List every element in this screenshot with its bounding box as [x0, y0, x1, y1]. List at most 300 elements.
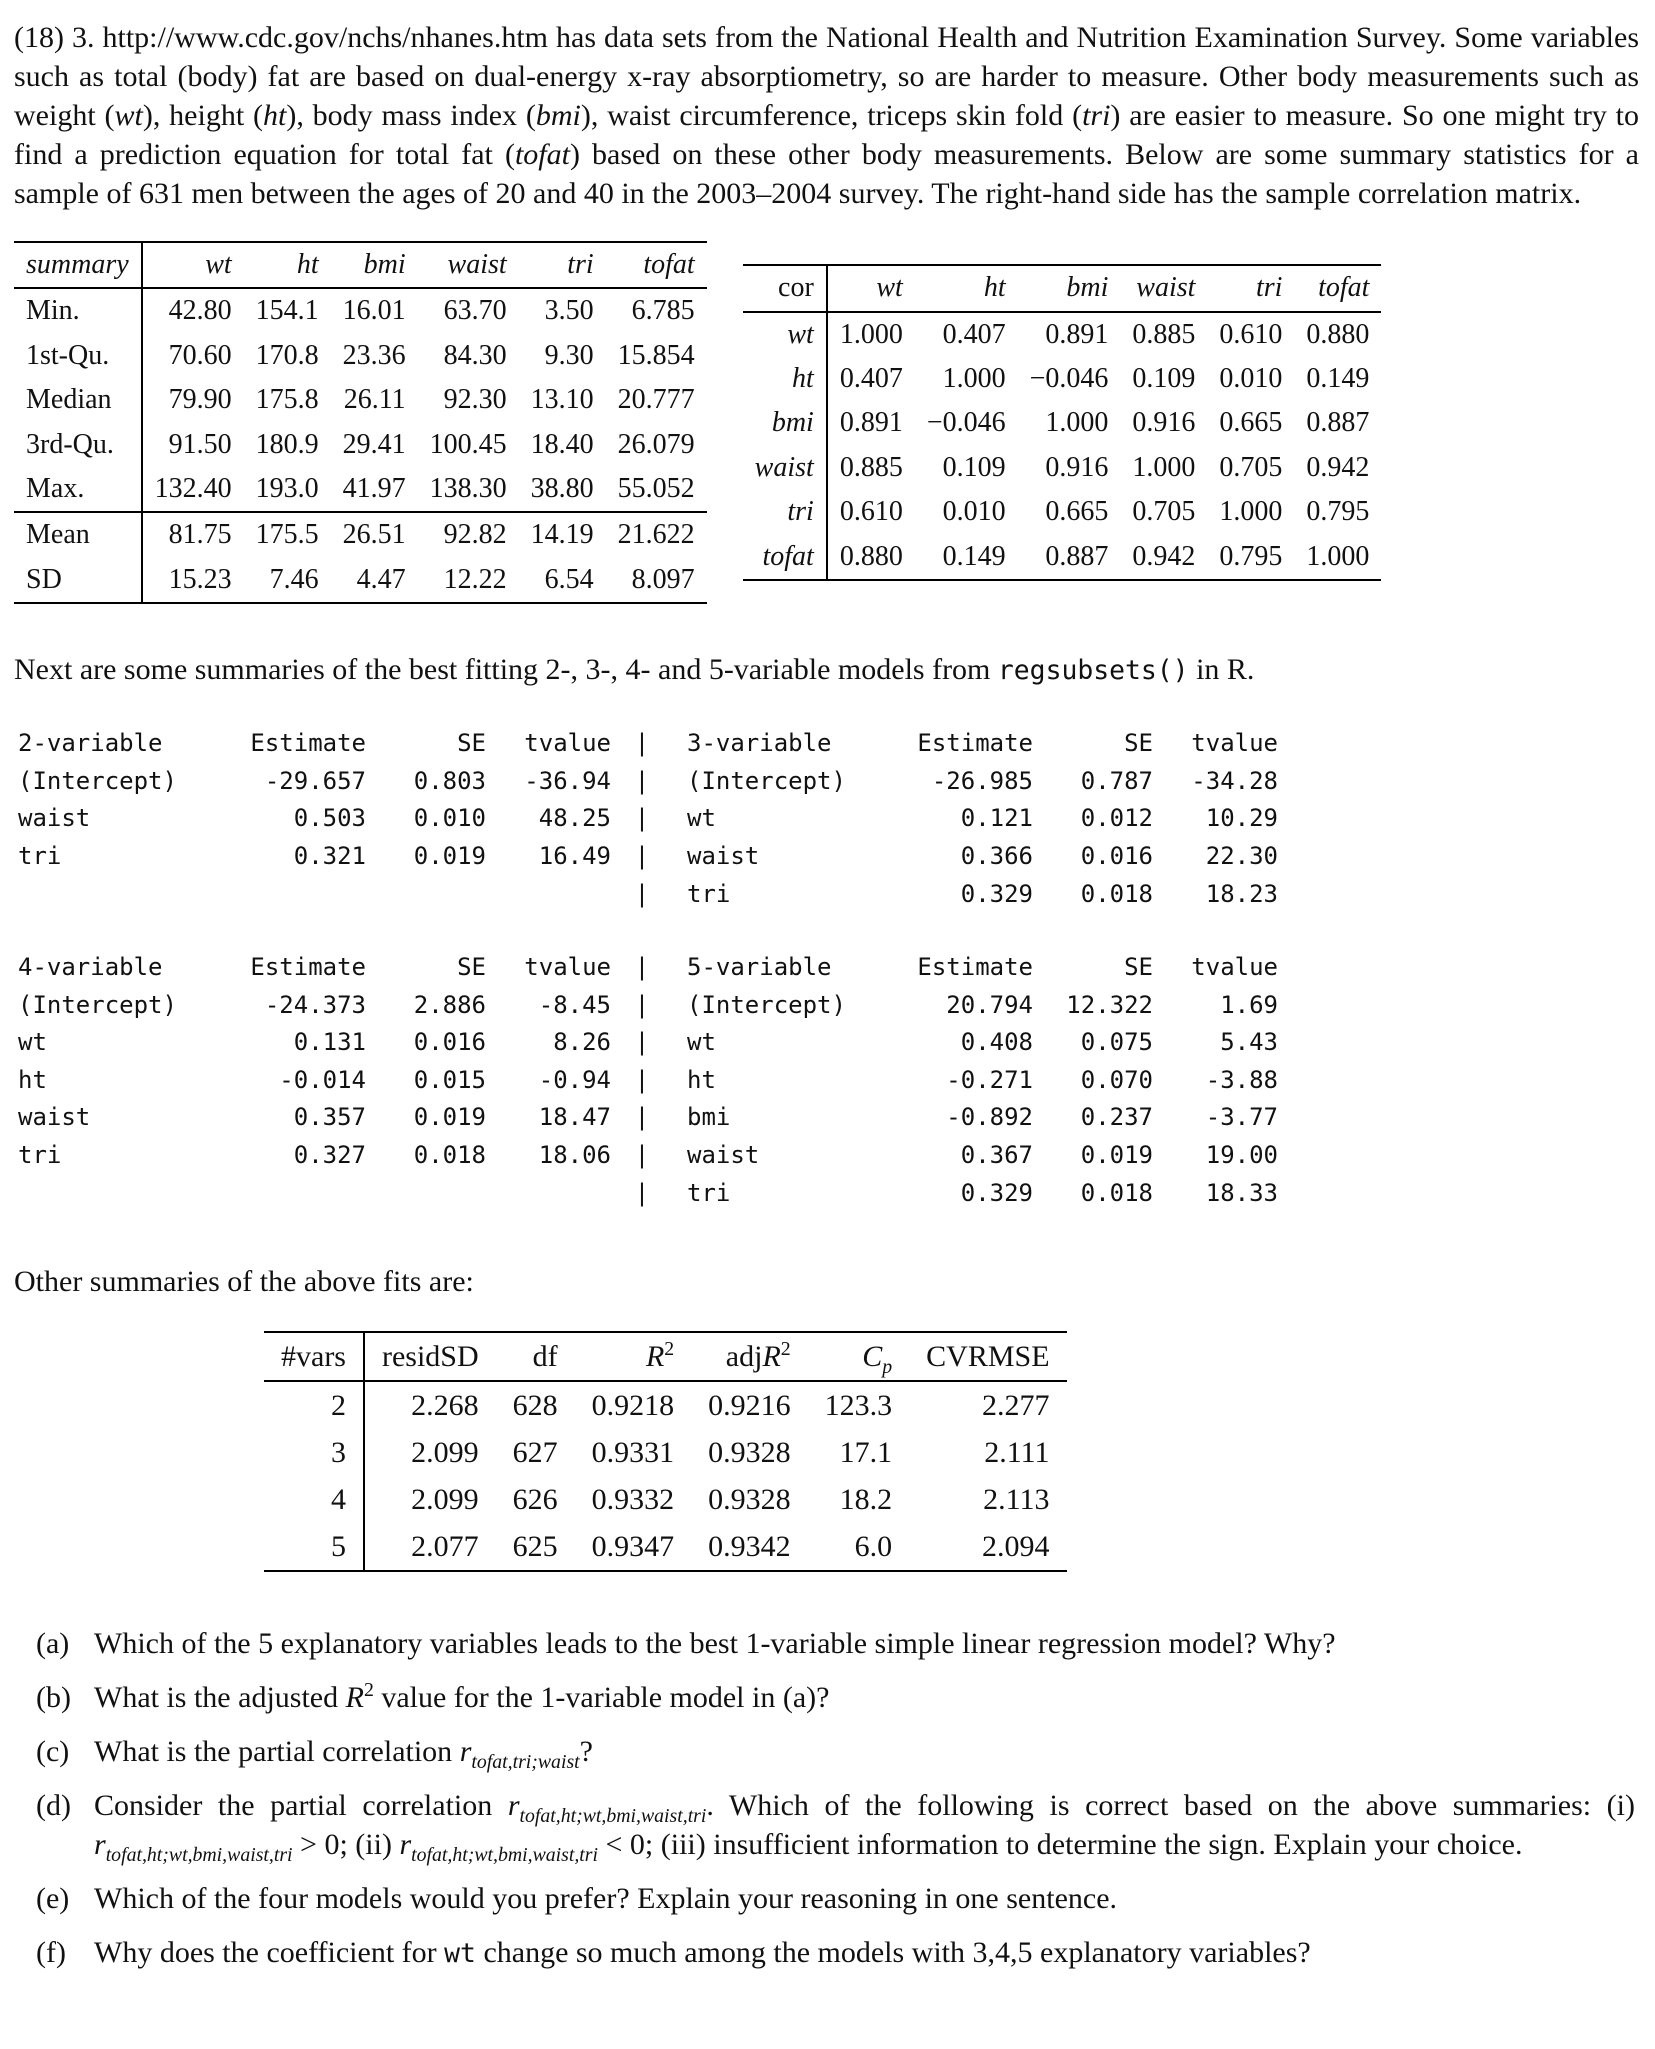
table-cell: 1.000 — [839, 318, 903, 350]
table-cell: -3.88 — [1205, 1065, 1278, 1094]
table-cell: bmi — [743, 401, 827, 445]
table-cell: | — [634, 804, 650, 833]
table-cell: 0.010 — [413, 804, 486, 833]
table-cell: 15.854 — [617, 339, 695, 371]
table-cell: bmi — [687, 1103, 731, 1132]
table-cell: 0.795 — [1306, 496, 1370, 528]
table-cell: 9.30 — [544, 339, 594, 371]
table-cell: 84.30 — [443, 339, 507, 371]
table-cell — [366, 1175, 486, 1213]
table-cell: 22.30 — [1205, 841, 1278, 870]
table-cell: | — [634, 841, 650, 870]
table-cell: −0.046 — [926, 407, 1006, 439]
table-cell: 42.80 — [168, 295, 232, 327]
table-cell: 81.75 — [142, 512, 244, 557]
table-cell — [486, 876, 611, 914]
table-cell: 1.000 — [1132, 451, 1196, 483]
table-cell: 19.00 — [1205, 1141, 1278, 1170]
table-cell: 0.9347 — [591, 1530, 675, 1564]
table-cell: 0.9328 — [708, 1436, 791, 1470]
table-cell: 0.010 — [942, 496, 1006, 528]
table-cell: 2.111 — [984, 1436, 1050, 1470]
column-header: cor — [743, 265, 827, 311]
column-header: Estimate — [250, 953, 366, 982]
nhanes-url: http://www.cdc.gov/nchs/nhanes.htm — [102, 21, 548, 54]
table-cell: 0.610 — [839, 496, 903, 528]
table-cell: 2.094 — [982, 1530, 1050, 1564]
table-cell: 5 — [264, 1523, 364, 1571]
column-header: bmi — [1018, 265, 1121, 311]
question-text: Why does the coefficient for wt change so much among the models with 3,4,5 explanatory variables? — [94, 1936, 1311, 1970]
table-cell: 0.916 — [1045, 451, 1109, 483]
table-cell: 15.23 — [168, 563, 232, 595]
column-header: Estimate — [250, 729, 366, 758]
table-row — [14, 288, 707, 333]
table-cell: 3rd-Qu. — [14, 423, 142, 467]
table-cell: 0.795 — [1219, 540, 1283, 572]
table-cell: 0.705 — [1132, 496, 1196, 528]
table-cell: 14.19 — [519, 512, 606, 557]
table-row — [18, 876, 1278, 914]
column-header: df — [496, 1332, 575, 1381]
table-cell: 5.43 — [1220, 1028, 1278, 1057]
table-cell: 0.9332 — [591, 1483, 675, 1517]
table-cell: 0.109 — [942, 451, 1006, 483]
table-cell: 1st-Qu. — [14, 334, 142, 378]
table-cell: | — [634, 1065, 650, 1094]
table-cell: 0.237 — [1080, 1103, 1153, 1132]
table-cell: 0.9342 — [708, 1530, 791, 1564]
table-cell: 2.099 — [411, 1483, 479, 1517]
table-row — [18, 763, 1278, 801]
table-cell: 4 — [264, 1476, 364, 1523]
table-cell — [486, 1175, 611, 1213]
table-cell: -24.373 — [264, 990, 366, 1019]
table-cell: 0.887 — [1045, 540, 1109, 572]
table-cell: 193.0 — [255, 472, 319, 504]
header-row — [18, 949, 1278, 987]
table-cell: tri — [18, 841, 62, 870]
table-cell: 6.785 — [631, 295, 695, 327]
column-header: bmi — [331, 242, 418, 288]
table-cell: 1.69 — [1220, 990, 1278, 1019]
table-cell: 18.23 — [1205, 879, 1278, 908]
table-cell: 26.11 — [343, 384, 406, 416]
question-item-a — [36, 1624, 1639, 1663]
table-cell: 2.099 — [411, 1436, 479, 1470]
table-cell: 16.49 — [538, 841, 611, 870]
table-cell: wt — [687, 1028, 716, 1057]
table-cell: 18.33 — [1205, 1178, 1278, 1207]
table-cell: (Intercept) — [18, 766, 177, 795]
column-header: ht — [244, 242, 331, 288]
table-cell: 2.268 — [411, 1389, 479, 1423]
table-cell: ht — [687, 1065, 716, 1094]
table-cell: | — [634, 1028, 650, 1057]
table-cell — [18, 1175, 216, 1213]
table-cell: ht — [18, 1065, 47, 1094]
table-cell: tofat — [743, 535, 827, 580]
table-cell: 6.0 — [854, 1530, 893, 1564]
question-item-b — [36, 1678, 1639, 1717]
table-cell: | — [634, 1103, 650, 1132]
table-row — [14, 558, 707, 603]
table-cell: 0.503 — [293, 804, 366, 833]
table-cell: 3.50 — [544, 295, 594, 327]
table-cell: 0.321 — [293, 841, 366, 870]
column-header: SE — [1124, 729, 1153, 758]
table-cell: 0.019 — [413, 1103, 486, 1132]
table-cell: wt — [687, 804, 716, 833]
table-cell: 10.29 — [1205, 804, 1278, 833]
table-cell: 12.22 — [443, 563, 507, 595]
table-row — [264, 1429, 1067, 1476]
column-header: SE — [457, 729, 486, 758]
models-intro-paragraph: Next are some summaries of the best fitting 2-, 3-, 4- and 5-variable models from regsubsets() in R. — [14, 653, 1255, 687]
header-row — [14, 242, 707, 288]
fits-intro-paragraph: Other summaries of the above fits are: — [14, 1265, 474, 1299]
summary-statistics-table — [14, 241, 707, 604]
table-cell: -0.94 — [538, 1065, 611, 1094]
table-cell: 0.665 — [1219, 407, 1283, 439]
table-cell: 0.367 — [960, 1141, 1033, 1170]
column-header: tofat — [606, 242, 707, 288]
column-header: Estimate — [917, 729, 1033, 758]
table-row — [14, 467, 707, 512]
table-cell: | — [634, 879, 650, 908]
table-row — [743, 446, 1382, 490]
table-cell: 41.97 — [342, 472, 406, 504]
table-row — [264, 1523, 1067, 1571]
table-row — [743, 535, 1382, 580]
table-cell: 79.90 — [168, 384, 232, 416]
table-cell: 1.000 — [1219, 496, 1283, 528]
question-item-d — [36, 1786, 1639, 1867]
table-cell: 628 — [512, 1389, 558, 1423]
table-cell: 0.109 — [1132, 362, 1196, 394]
table-row — [14, 512, 707, 557]
table-cell: 21.622 — [606, 512, 707, 557]
question-label: (c) — [36, 1735, 70, 1769]
table-cell: -34.28 — [1191, 766, 1278, 795]
table-cell: 0.016 — [1080, 841, 1153, 870]
table-cell: 0.880 — [839, 540, 903, 572]
table-cell: 0.705 — [1219, 451, 1283, 483]
model-2-and-3-variable-table — [18, 725, 1278, 913]
table-cell: 0.015 — [413, 1065, 486, 1094]
table-row — [743, 357, 1382, 401]
table-row — [18, 1099, 1278, 1137]
question-item-c — [36, 1732, 1639, 1774]
table-cell: 0.887 — [1306, 407, 1370, 439]
table-cell: 0.366 — [960, 841, 1033, 870]
fit-summaries-table — [264, 1331, 1067, 1572]
table-cell: | — [634, 990, 650, 1019]
table-cell — [216, 876, 366, 914]
table-cell — [18, 876, 216, 914]
table-cell: 0.408 — [960, 1028, 1033, 1057]
correlation-matrix-table — [743, 264, 1382, 581]
table-row — [18, 1137, 1278, 1175]
question-text: Which of the four models would you prefer? Explain your reasoning in one sentence. — [94, 1882, 1118, 1916]
table-cell: Mean — [14, 512, 142, 557]
question-item-f — [36, 1933, 1639, 1972]
table-cell: 23.36 — [342, 339, 406, 371]
table-cell: waist — [687, 1141, 760, 1170]
table-cell: waist — [743, 446, 827, 490]
column-header: wt — [827, 265, 915, 311]
table-cell: ht — [743, 357, 827, 401]
column-header: | — [634, 953, 650, 982]
table-cell: (Intercept) — [687, 990, 846, 1019]
table-cell: 0.149 — [1306, 362, 1370, 394]
table-cell: 0.019 — [1080, 1141, 1153, 1170]
column-header: #vars — [264, 1332, 364, 1381]
table-cell: 0.018 — [1080, 1178, 1153, 1207]
question-text: What is the partial correlation $r_{tofat,tri;waist}$? — [94, 1735, 593, 1774]
table-row — [18, 1175, 1278, 1213]
table-cell: 91.50 — [168, 428, 232, 460]
column-header: $C_p$ — [808, 1332, 910, 1381]
table-cell: 2.113 — [983, 1483, 1050, 1517]
column-header: waist — [418, 242, 519, 288]
column-header: tvalue — [524, 729, 611, 758]
table-cell: 38.80 — [530, 472, 594, 504]
table-cell: 0.327 — [293, 1141, 366, 1170]
table-cell: 138.30 — [429, 472, 507, 504]
table-cell: -3.77 — [1205, 1103, 1278, 1132]
table-cell: | — [634, 1178, 650, 1207]
table-cell: waist — [18, 1103, 91, 1132]
questions-list — [14, 1624, 1639, 1972]
column-header: SE — [457, 953, 486, 982]
table-cell: 55.052 — [617, 472, 695, 504]
table-cell: Median — [14, 378, 142, 422]
table-cell: 0.9218 — [591, 1389, 675, 1423]
table-cell: 4.47 — [356, 563, 406, 595]
table-cell: 29.41 — [342, 428, 406, 460]
table-cell: 170.8 — [255, 339, 319, 371]
table-cell: 18.2 — [839, 1483, 893, 1517]
table-cell — [216, 1175, 366, 1213]
column-header: tvalue — [524, 953, 611, 982]
table-cell: 0.012 — [1080, 804, 1153, 833]
table-cell: 1.000 — [942, 362, 1006, 394]
column-header: SE — [1124, 953, 1153, 982]
table-cell: 175.8 — [255, 384, 319, 416]
column-header: CVRMSE — [909, 1332, 1066, 1381]
table-cell: -36.94 — [524, 766, 611, 795]
table-cell: 625 — [512, 1530, 558, 1564]
table-cell: 18.40 — [530, 428, 594, 460]
table-cell: Max. — [14, 467, 142, 512]
table-row — [18, 1062, 1278, 1100]
column-header: 4-variable — [18, 953, 163, 982]
table-cell: 0.149 — [942, 540, 1006, 572]
column-header: | — [634, 729, 650, 758]
question-label: (a) — [36, 1627, 70, 1661]
table-cell: 48.25 — [538, 804, 611, 833]
table-cell: 0.016 — [413, 1028, 486, 1057]
table-cell: −0.046 — [1029, 362, 1109, 394]
table-cell: 0.891 — [839, 407, 903, 439]
table-cell: 18.47 — [538, 1103, 611, 1132]
table-cell: 1.000 — [1045, 407, 1109, 439]
table-cell: wt — [18, 1028, 47, 1057]
table-cell: 0.9331 — [591, 1436, 675, 1470]
table-cell: 0.357 — [293, 1103, 366, 1132]
table-cell: 63.70 — [443, 295, 507, 327]
model-4-and-5-variable-table — [18, 949, 1278, 1212]
column-header: 3-variable — [687, 729, 832, 758]
table-row — [743, 401, 1382, 445]
table-cell: 175.5 — [244, 512, 331, 557]
table-cell: 0.075 — [1080, 1028, 1153, 1057]
table-cell: Min. — [14, 288, 142, 333]
table-cell: 0.407 — [839, 362, 903, 394]
table-cell: 92.30 — [443, 384, 507, 416]
table-cell — [366, 876, 486, 914]
question-text: Consider the partial correlation $r_{tofat,ht;wt,bmi,waist,tri}$. Which of the following is correct based on the above summaries: (i) $r_{tofat,ht;wt,bmi,waist,tri} > 0$; (ii) $r_{tofat,ht;wt,bmi,waist,tri} < 0$; (iii) insufficient information to determine the sign. Explain your choice. — [94, 1789, 1635, 1867]
table-cell: 0.610 — [1219, 318, 1283, 350]
table-cell: 92.82 — [418, 512, 519, 557]
column-header: tri — [519, 242, 606, 288]
column-header: residSD — [364, 1332, 496, 1381]
table-cell: 0.942 — [1306, 451, 1370, 483]
table-cell: -0.271 — [946, 1065, 1033, 1094]
column-header: adjR$^2$ — [691, 1332, 808, 1381]
table-cell: 0.942 — [1132, 540, 1196, 572]
table-cell: 3 — [264, 1429, 364, 1476]
column-header: Estimate — [917, 953, 1033, 982]
question-label: (e) — [36, 1882, 70, 1916]
table-row — [743, 312, 1382, 357]
header-row — [264, 1332, 1067, 1381]
column-header: wt — [142, 242, 244, 288]
table-row — [743, 490, 1382, 534]
table-cell: 2.277 — [982, 1389, 1050, 1423]
column-header: 5-variable — [687, 953, 832, 982]
header-row — [743, 265, 1382, 311]
table-cell: -0.014 — [279, 1065, 366, 1094]
table-cell: 123.3 — [824, 1389, 893, 1423]
table-row — [264, 1476, 1067, 1523]
table-cell: 20.794 — [946, 990, 1033, 1019]
table-cell: | — [634, 766, 650, 795]
table-cell: 0.131 — [293, 1028, 366, 1057]
table-cell: 100.45 — [429, 428, 507, 460]
column-header: 2-variable — [18, 729, 163, 758]
table-cell: 20.777 — [617, 384, 695, 416]
table-cell: waist — [18, 804, 91, 833]
table-cell: 0.121 — [960, 804, 1033, 833]
question-item-e — [36, 1879, 1639, 1918]
table-cell: 0.9216 — [708, 1389, 791, 1423]
question-label: (d) — [36, 1789, 71, 1823]
table-cell: (Intercept) — [687, 766, 846, 795]
question-text: Which of the 5 explanatory variables leads to the best 1-variable simple linear regression model? Why? — [94, 1627, 1336, 1661]
table-cell: tri — [687, 879, 731, 908]
table-cell: 0.891 — [1045, 318, 1109, 350]
table-cell: -29.657 — [264, 766, 366, 795]
table-row — [18, 800, 1278, 838]
table-row — [18, 1024, 1278, 1062]
table-cell: -8.45 — [538, 990, 611, 1019]
table-cell: 12.322 — [1066, 990, 1153, 1019]
table-row — [18, 838, 1278, 876]
table-cell: 154.1 — [255, 295, 319, 327]
table-cell: 16.01 — [342, 295, 406, 327]
table-cell: 17.1 — [839, 1436, 893, 1470]
table-cell: 1.000 — [1306, 540, 1370, 572]
column-header: tvalue — [1191, 729, 1278, 758]
table-cell: 70.60 — [168, 339, 232, 371]
intro-paragraph: (18) 3. http://www.cdc.gov/nchs/nhanes.htm has data sets from the National Health and Nutrition Examination Survey. Some variables such as total (body) fat are based on dual-energy x-ray absorptiometry, so are harder to measure. Other body measurements such as weight (wt), height (ht), body mass index (bmi), waist circumference, triceps skin fold (tri) are easier to measure. So one might try to find a prediction equation for total fat (tofat) based on these other body measurements. Below are some summary statistics for a sample of 631 men between the ages of 20 and 40 in the 2003–2004 survey. The right-hand side has the sample correlation matrix. — [14, 21, 1640, 210]
table-cell: 0.407 — [942, 318, 1006, 350]
table-cell: tri — [743, 490, 827, 534]
table-cell: 0.329 — [960, 1178, 1033, 1207]
table-cell: 0.019 — [413, 841, 486, 870]
column-header: waist — [1120, 265, 1207, 311]
table-cell: 8.097 — [631, 563, 695, 595]
table-cell: -26.985 — [931, 766, 1033, 795]
table-cell: 0.787 — [1080, 766, 1153, 795]
table-cell: 18.06 — [538, 1141, 611, 1170]
question-label: (b) — [36, 1681, 71, 1715]
table-cell: 180.9 — [255, 428, 319, 460]
table-cell: 627 — [512, 1436, 558, 1470]
table-cell: 0.010 — [1219, 362, 1283, 394]
table-cell: SD — [14, 558, 142, 603]
table-cell: 0.665 — [1045, 496, 1109, 528]
table-cell: 0.018 — [413, 1141, 486, 1170]
column-header: $R^2$ — [575, 1332, 692, 1381]
table-cell: -0.892 — [946, 1103, 1033, 1132]
table-cell: 8.26 — [553, 1028, 611, 1057]
table-cell: 26.079 — [617, 428, 695, 460]
table-cell: 26.51 — [331, 512, 418, 557]
table-cell: 2 — [264, 1381, 364, 1429]
table-row — [264, 1381, 1067, 1429]
question-label: (f) — [36, 1936, 66, 1970]
table-row — [14, 423, 707, 467]
column-header: ht — [915, 265, 1018, 311]
table-cell: tri — [18, 1141, 62, 1170]
table-cell: waist — [687, 841, 760, 870]
table-cell: 0.803 — [413, 766, 486, 795]
table-cell: wt — [743, 312, 827, 357]
table-cell: tri — [687, 1178, 731, 1207]
question-text: What is the adjusted $R^2$ value for the 1-variable model in (a)? — [94, 1679, 830, 1715]
table-row — [14, 334, 707, 378]
table-cell: (Intercept) — [18, 990, 177, 1019]
table-cell: 0.9328 — [708, 1483, 791, 1517]
table-row — [18, 987, 1278, 1025]
table-cell: 0.070 — [1080, 1065, 1153, 1094]
table-cell: 0.329 — [960, 879, 1033, 908]
column-header: summary — [14, 242, 142, 288]
table-cell: 2.077 — [411, 1530, 479, 1564]
table-cell: | — [634, 1141, 650, 1170]
table-cell: 0.880 — [1306, 318, 1370, 350]
table-cell: 132.40 — [154, 472, 232, 504]
column-header: tri — [1207, 265, 1294, 311]
table-cell: 0.916 — [1132, 407, 1196, 439]
table-cell: 0.018 — [1080, 879, 1153, 908]
table-cell: 13.10 — [530, 384, 594, 416]
table-cell: 2.886 — [413, 990, 486, 1019]
header-row — [18, 725, 1278, 763]
